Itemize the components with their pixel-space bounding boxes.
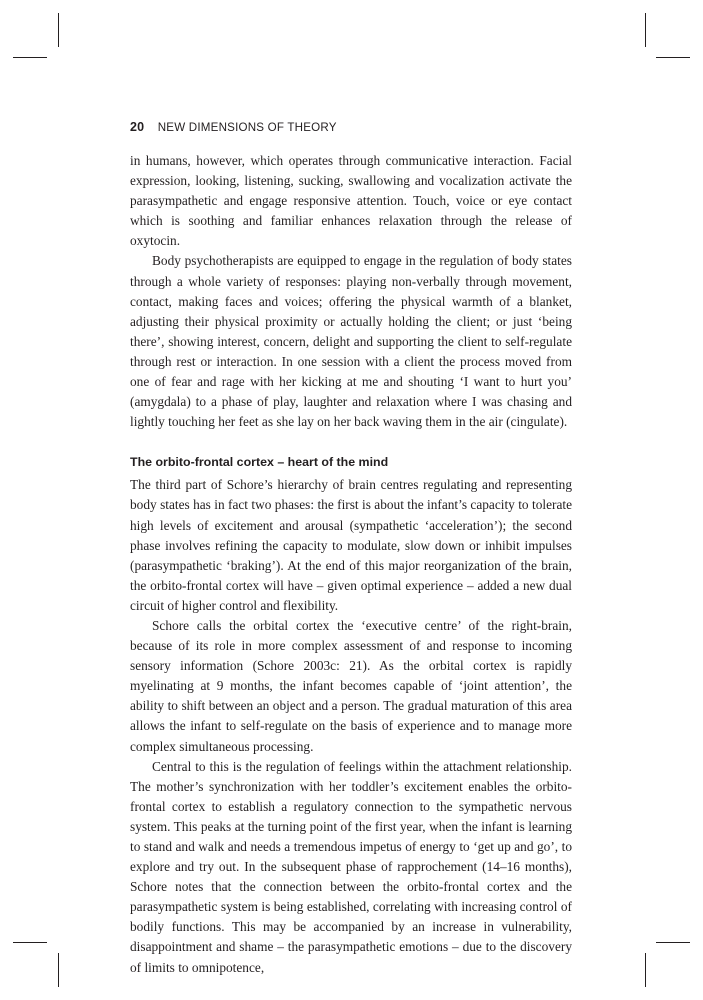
paragraph: The third part of Schore’s hierarchy of brain centres regulating and representing body states has in fact two phases: the first is about the infant’s capacity to tolerate high levels of excitement and arousal (sympathetic ‘acceleration’); the second phase involves refining the capacity to modulate, slow down or inhibit impulses (parasympathetic ‘braking’). At the end of this major reorganization of the brain, the orbito-frontal cortex will have – given optimal experience – added a new dual circuit of higher control and flexibility. bbox=[130, 477, 572, 613]
body-text bbox=[130, 151, 572, 978]
section-heading: The orbito-frontal cortex – heart of the mind bbox=[130, 455, 389, 470]
paragraph: Schore calls the orbital cortex the ‘executive centre’ of the right-brain, because of its role in more complex assessment of and response to incoming sensory information (Schore 2003c: 21). As the orbital cortex is rapidly myelinating at 9 months, the infant becomes capable of ‘joint attention’, the ability to shift between an object and a person. The gradual maturation of this area allows the infant to self-regulate on the basis of experience and to manage more complex simultaneous processing. bbox=[130, 617, 572, 754]
crop-mark-top-right-horizontal bbox=[656, 57, 690, 58]
running-head bbox=[130, 120, 337, 134]
paragraph-continued: in humans, however, which operates through communicative interaction. Facial expression, looking, listening, sucking, swallowing and vocalization activate the parasympathetic and engage responsive attention. Touch, voice or eye contact which is soothing and familiar enhances relaxation through the release of oxytocin. bbox=[130, 153, 572, 249]
running-head-title: NEW DIMENSIONS OF THEORY bbox=[157, 121, 337, 134]
crop-mark-bottom-left-vertical bbox=[58, 953, 59, 987]
paragraph: Body psychotherapists are equipped to engage in the regulation of body states through a whole variety of responses: playing non-verbally through movement, contact, making faces and voices; offering the physical warmth of a blanket, adjusting their physical proximity or actually holding the client; or just ‘being there’, showing interest, concern, delight and supporting the client to self-regulate through rest or interaction. In one session with a client the process moved from one of fear and rage with her kicking at me and shouting ‘I want to hurt you’ (amygdala) to a phase of play, laughter and relaxation where I was chasing and lightly touching her feet as she lay on her back waving them in the air (cingulate). bbox=[130, 253, 572, 430]
crop-mark-top-right-vertical bbox=[645, 13, 646, 47]
crop-mark-bottom-right-horizontal bbox=[656, 942, 690, 943]
paragraph: Central to this is the regulation of feelings within the attachment relationship. The mother’s synchronization with her toddler’s excitement enables the orbito-frontal cortex to establish a regulatory connection to the sympathetic nervous system. This peaks at the turning point of the first year, when the infant is learning to stand and walk and needs a tremendous impetus of energy to ‘get up and go’, to explore and try out. In the subsequent phase of rapprochement (14–16 months), Schore notes that the connection between the orbito-frontal cortex and the parasympathetic system is being established, correlating with increasing control of bodily functions. This may be accompanied by an increase in vulnerability, disappointment and shame – the parasympathetic emotions – due to the discovery of limits to omnipotence, bbox=[130, 758, 572, 975]
crop-mark-top-left-horizontal bbox=[13, 57, 47, 58]
page-number: 20 bbox=[130, 120, 145, 134]
crop-mark-bottom-right-vertical bbox=[645, 953, 646, 987]
crop-mark-bottom-left-horizontal bbox=[13, 942, 47, 943]
crop-mark-top-left-vertical bbox=[58, 13, 59, 47]
